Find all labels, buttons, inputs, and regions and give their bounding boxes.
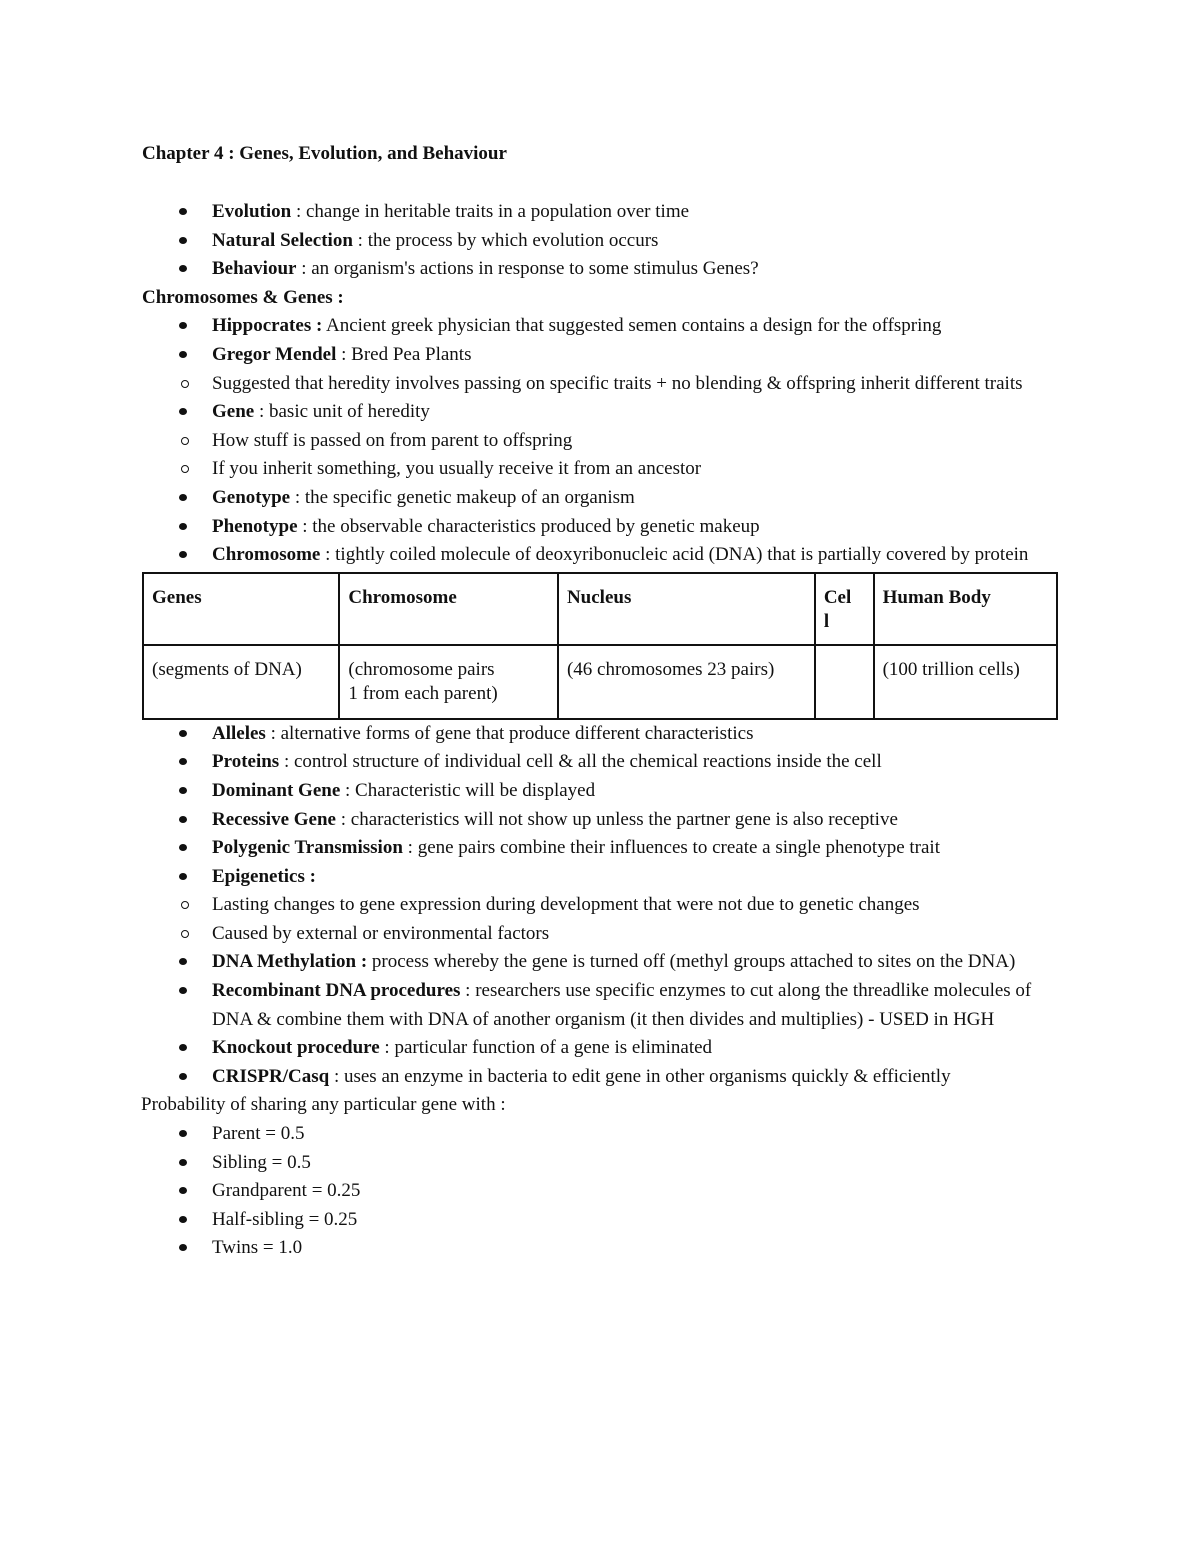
item-definition: an organism's actions in response to some stimulus Genes? (311, 258, 759, 280)
item-term: DNA Methylation : (212, 951, 368, 973)
gene-list (142, 720, 1062, 1092)
item-separator: : (352, 229, 368, 251)
list-item (142, 1063, 1062, 1092)
item-definition: the observable characteristics produced by genetic makeup (312, 515, 760, 537)
item-definition: Ancient greek physician that suggested semen contains a design for the offspring (326, 315, 942, 337)
list-item (142, 1034, 1062, 1063)
item-separator: : (291, 201, 306, 222)
item-separator: : (296, 258, 312, 280)
list-item (142, 312, 1062, 341)
item-term: Dominant Gene (212, 779, 341, 801)
chromosome-list (142, 312, 1062, 569)
probability-heading: Probability of sharing any particular gene with : (141, 1094, 506, 1116)
probability-item: Twins = 1.0 (142, 1234, 1062, 1263)
table-header-cell: Cel l (815, 573, 874, 645)
item-definition: the specific genetic makeup of an organism (304, 486, 635, 508)
table-header-cell: Genes (143, 573, 339, 645)
table-cell (815, 645, 874, 719)
item-separator: : (402, 837, 418, 859)
item-separator: : (254, 401, 269, 423)
sub-list-item: Lasting changes to gene expression during development that were not due to genetic changes (142, 891, 1062, 920)
item-separator: : (290, 486, 305, 508)
item-definition: characteristics will not show up unless the partner gene is also receptive (350, 808, 898, 830)
item-term: Polygenic Transmission (212, 837, 403, 859)
item-term: Gregor Mendel (212, 343, 337, 365)
item-separator: : (335, 808, 351, 830)
probability-item: Half-sibling = 0.25 (142, 1206, 1062, 1235)
item-separator: : (265, 722, 281, 744)
list-item (142, 806, 1062, 835)
list-item (142, 948, 1062, 977)
table-cell: (chromosome pairs 1 from each parent) (339, 645, 558, 719)
item-term: Hippocrates : (212, 315, 323, 337)
intro-list (142, 198, 1062, 284)
sub-list (142, 370, 1062, 399)
item-definition: Bred Pea Plants (351, 343, 472, 365)
item-separator: : (329, 1065, 344, 1087)
list-item (142, 541, 1062, 570)
table-cell: (100 trillion cells) (874, 645, 1057, 719)
document-title: Chapter 4 : Genes, Evolution, and Behaviour (142, 143, 507, 164)
sub-list (142, 891, 1062, 948)
sub-list-item: If you inherit something, you usually receive it from an ancestor (142, 455, 1062, 484)
item-term: Genotype (212, 486, 291, 508)
list-item (142, 398, 1062, 427)
sub-list-wrapper (142, 891, 1062, 948)
sub-list-wrapper (142, 370, 1062, 399)
list-item (142, 777, 1062, 806)
item-definition: uses an enzyme in bacteria to edit gene in other organisms quickly & efficiently (343, 1065, 951, 1087)
table-row (143, 645, 1057, 719)
item-term: Behaviour (212, 258, 297, 280)
item-definition: Characteristic will be displayed (355, 779, 596, 801)
list-item (142, 720, 1062, 749)
table-header-cell: Nucleus (558, 573, 815, 645)
sub-list-item: Caused by external or environmental factors (142, 920, 1062, 949)
table-header-cell: Human Body (874, 573, 1057, 645)
table-header-row (143, 573, 1057, 645)
list-item (142, 977, 1062, 1034)
item-term: Natural Selection (212, 229, 353, 251)
list-item (142, 484, 1062, 513)
document-content (142, 140, 1062, 1263)
chromosomes-heading: Chromosomes & Genes : (142, 286, 344, 308)
sub-list-wrapper (142, 427, 1062, 484)
list-item (142, 255, 1062, 284)
table-cell: (segments of DNA) (143, 645, 339, 719)
item-definition: basic unit of heredity (269, 401, 430, 423)
item-separator: : (336, 343, 352, 365)
item-term: Phenotype (212, 515, 298, 537)
probability-item: Sibling = 0.5 (142, 1149, 1062, 1178)
table-cell: (46 chromosomes 23 pairs) (558, 645, 815, 719)
item-definition: particular function of a gene is eliminated (394, 1037, 713, 1059)
list-item (142, 227, 1062, 256)
item-term: Epigenetics : (212, 865, 316, 887)
item-separator: : (320, 544, 336, 566)
item-term: Recombinant DNA procedures (212, 980, 461, 1002)
hierarchy-table (142, 572, 1058, 720)
sub-list (142, 427, 1062, 484)
item-definition: alternative forms of gene that produce different characteristics (280, 722, 754, 744)
item-term: Knockout procedure (212, 1037, 380, 1059)
item-separator: : (379, 1037, 395, 1059)
item-definition: change in heritable traits in a population over time (305, 201, 690, 222)
item-term: Chromosome (212, 544, 321, 566)
item-definition: process whereby the gene is turned off (methyl groups attached to sites on the DNA) (371, 951, 1016, 973)
item-definition: the process by which evolution occurs (367, 229, 659, 251)
item-term: Proteins (212, 751, 280, 773)
probability-item: Parent = 0.5 (142, 1120, 1062, 1149)
sub-list-item: Suggested that heredity involves passing on specific traits + no blending & offspring inherit different traits (142, 370, 1062, 399)
item-separator: : (279, 751, 294, 773)
list-item (142, 834, 1062, 863)
item-term: Alleles (212, 722, 266, 744)
list-item (142, 748, 1062, 777)
item-term: Recessive Gene (212, 808, 336, 830)
item-definition: control structure of individual cell & all the chemical reactions inside the cell (293, 751, 882, 773)
item-separator: : (297, 515, 313, 537)
item-term: CRISPR/Casq (212, 1065, 330, 1087)
table-header-cell: Chromosome (339, 573, 558, 645)
item-definition: gene pairs combine their influences to create a single phenotype trait (417, 837, 940, 859)
sub-list-item: How stuff is passed on from parent to offspring (142, 427, 1062, 456)
item-separator: : (340, 779, 356, 801)
item-term: Gene (212, 401, 255, 423)
list-item (142, 198, 1062, 227)
item-separator: : (460, 980, 476, 1002)
item-definition: researchers use specific enzymes to cut along the threadlike molecules of DNA & combine them with DNA of another organism (it then divides and multiplies) - USED in HGH (212, 980, 1032, 1030)
list-item (142, 341, 1062, 370)
probability-list (142, 1120, 1062, 1263)
probability-item: Grandparent = 0.25 (142, 1177, 1062, 1206)
list-item (142, 863, 1062, 892)
list-item (142, 513, 1062, 542)
item-term: Evolution (212, 201, 292, 222)
item-definition: tightly coiled molecule of deoxyribonucleic acid (DNA) that is partially covered by protein (335, 544, 1029, 566)
